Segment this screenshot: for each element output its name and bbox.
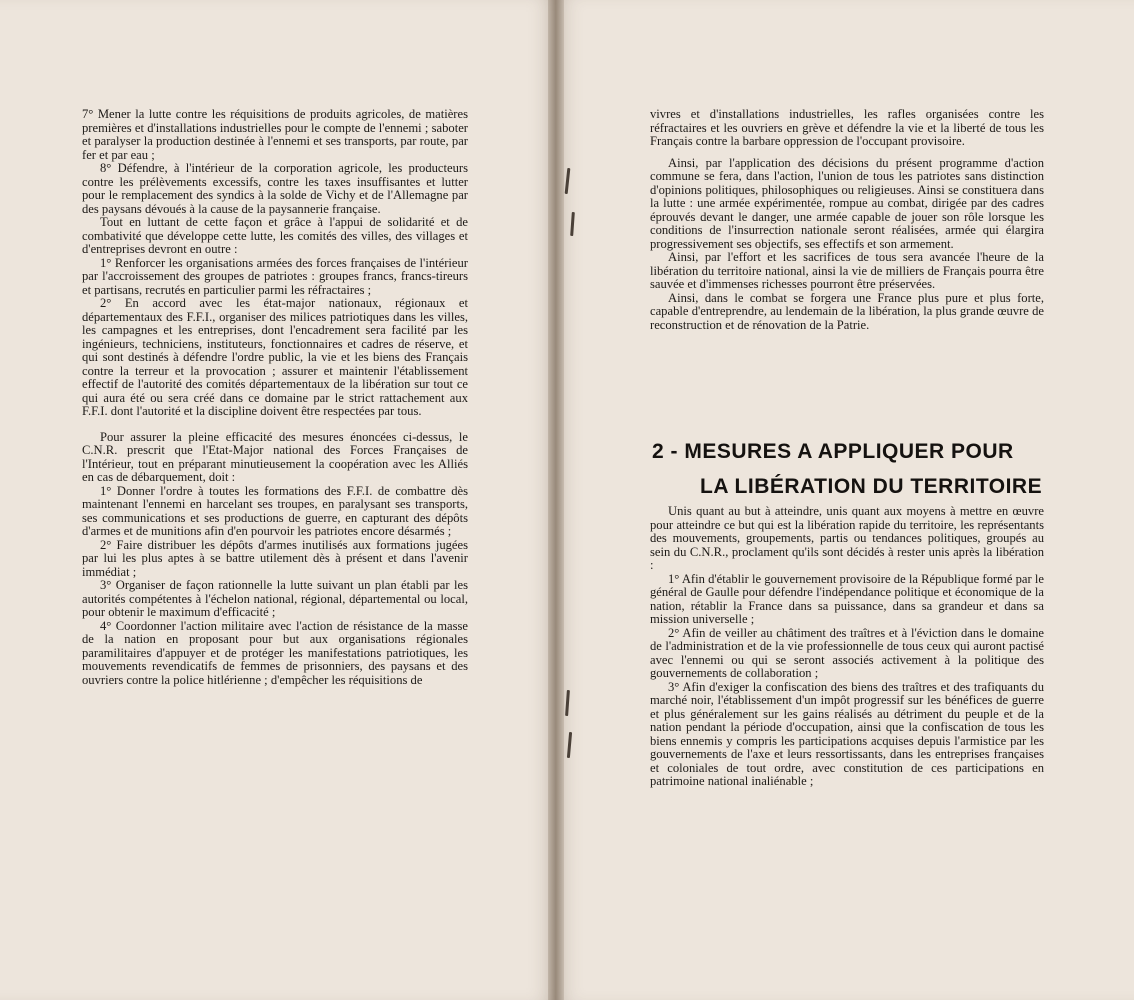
right-page-text-bottom xyxy=(650,505,1044,789)
left-page-text xyxy=(82,108,468,687)
paragraph-ainsi-1: Ainsi, par l'application des décisions du présent programme d'action commune se fera, dans l'action, l'union de tous les patriotes sans distinction d'opinions politiques, philosophiques ou religieuses. Ainsi se constituera dans la lutte : une armée expérimentée, rompue au combat, dirigée par des cadres éprouvés devant le danger, une armée capable de jouer son rôle lorsque les conditions de l'insurrection nationale seront réalisées, armée qui élargira progressivement ses objectifs, ses effectifs et son armement. xyxy=(650,155,1044,251)
book-gutter xyxy=(548,0,564,1000)
section-heading-line-2: LA LIBÉRATION DU TERRITOIRE xyxy=(700,475,1043,498)
paragraph-ainsi-2: Ainsi, par l'effort et les sacrifices de tous sera avancée l'heure de la libération du territoire national, ainsi la vie de milliers de Français pourra être sauvée et d'immenses richesses pourront être préservées. xyxy=(650,250,1044,291)
paragraph-afin-2: 2° Afin de veiller au châtiment des traîtres et à l'éviction dans le domaine de l'administration et de la vie professionnelle de tous ceux qui auront pactisé avec l'ennemi ou qui se seront associés activement à la politique des gouvernements de collaboration ; xyxy=(650,625,1044,680)
paragraph-order-2: 2° Faire distribuer les dépôts d'armes inutilisés aux formations jugées par lui les plus aptes à se battre utilement dès à présent et dans l'avenir immédiat ; xyxy=(82,537,468,579)
paragraph-continuation: vivres et d'installations industrielles, les rafles organisées contre les réfractaires et les ouvriers en grève et défendre la vie et la liberté de tous les Français contre la barbare oppression de l'occupant provisoire. xyxy=(650,107,1044,148)
paragraph-item-8: 8° Défendre, à l'intérieur de la corporation agricole, les producteurs contre les prélèvements excessifs, contre les taxes insuffisantes et lutter pour le remplacement des syndics à la solde de Vichy et de l'Allemagne par des paysans dévoués à la cause de la paysannerie française. xyxy=(82,161,468,216)
paragraph-item-1: 1° Renforcer les organisations armées des forces françaises de l'intérieur par l'accroissement des groupes de patriotes : groupes francs, francs-tireurs et partisans, recrutés en particulier parmi les réfractaires ; xyxy=(82,255,468,297)
paragraph-order-1: 1° Donner l'ordre à toutes les formations des F.F.I. de combattre dès maintenant l'ennemi en harcelant ses troupes, en paralysant ses transports, ses communications et ses productions de guerre, en capturant des dépôts d'armes et de munitions afin d'en pourvoir les patriotes encore désarmés ; xyxy=(82,483,468,538)
paragraph-item-7: 7° Mener la lutte contre les réquisitions de produits agricoles, de matières premières et d'installations industrielles pour le compte de l'ennemi ; saboter et paralyser la production destinée à l'ennemi et ses transports, par route, par fer et par eau ; xyxy=(82,107,468,162)
section-heading-line-1: 2 - MESURES A APPLIQUER POUR xyxy=(652,440,1014,463)
paragraph-item-2: 2° En accord avec les état-major nationaux, régionaux et départementaux des F.F.I., organiser des milices patriotiques dans les villes, les campagnes et les entreprises, dont l'encadrement sera facilité par les ingénieurs, techniciens, instituteurs, fonctionnaires et cadres de réserve, et qui sont destinés à défendre l'ordre public, la vie et les biens des Français contre la terreur et la provocation ; assurer et maintenir l'établissement effectif de l'autorité des comités départementaux de la libération sur tout ce qui aura été ou sera créé dans ce domaine par le strict rattachement aux F.F.I. dont l'autorité et la discipline doivent être respectées par tous. xyxy=(82,296,468,418)
right-page-text-top xyxy=(650,108,1044,332)
paragraph-ainsi-3: Ainsi, dans le combat se forgera une France plus pure et plus forte, capable d'entreprendre, au lendemain de la libération, la plus grande œuvre de reconstruction et de rénovation de la Patrie. xyxy=(650,290,1044,332)
paragraph-cnr-prescribes: Pour assurer la pleine efficacité des mesures énoncées ci-dessus, le C.N.R. prescrit que l'Etat-Major national des Forces Françaises de l'Intérieur, tout en préparant minutieusement la coopération avec les Alliés en cas de débarquement, doit : xyxy=(82,429,468,484)
paragraph-afin-3: 3° Afin d'exiger la confiscation des biens des traîtres et des trafiquants du marché noir, l'établissement d'un impôt progressif sur les bénéfices de guerre et plus généralement sur les gains réalisés au détriment du peuple et de la nation pendant la période d'occupation, ainsi que la confiscation de tous les biens ennemis y compris les participations acquises depuis l'armistice par les gouvernements de l'axe et leurs ressortissants, dans les entreprises françaises et coloniales de tout ordre, avec constitution de ces participations en patrimoine national inaliénable ; xyxy=(650,679,1044,788)
paragraph-afin-1: 1° Afin d'établir le gouvernement provisoire de la République formé par le général de Gaulle pour défendre l'indépendance politique et économique de la nation, rétablir la France dans sa puissance, dans sa grandeur et dans sa mission universelle ; xyxy=(650,571,1044,626)
paragraph-order-4: 4° Coordonner l'action militaire avec l'action de résistance de la masse de la nation en proposant pour but aux organisations régionales paramilitaires d'appuyer et de protéger les manifestations patriotiques, les mouvements revendicatifs de femmes de prisonniers, des paysans et des ouvriers contre la police hitlérienne ; d'empêcher les réquisitions de xyxy=(82,618,468,687)
paragraph-committees: Tout en luttant de cette façon et grâce à l'appui de solidarité et de combativité que développe cette lutte, les comités des villes, des villages et d'entreprises devront en outre : xyxy=(82,215,468,256)
paragraph-order-3: 3° Organiser de façon rationnelle la lutte suivant un plan établi par les autorités compétentes à l'échelon national, régional, départemental ou local, pour obtenir le maximum d'efficacité ; xyxy=(82,578,468,619)
paragraph-unis: Unis quant au but à atteindre, unis quant aux moyens à mettre en œuvre pour atteindre ce but qui est la libération rapide du territoire, les représentants des mouvements, groupements, partis ou tendances politiques, groupés au sein du C.N.R., proclament qu'ils sont décidés à rester unis après la libération : xyxy=(650,504,1044,572)
